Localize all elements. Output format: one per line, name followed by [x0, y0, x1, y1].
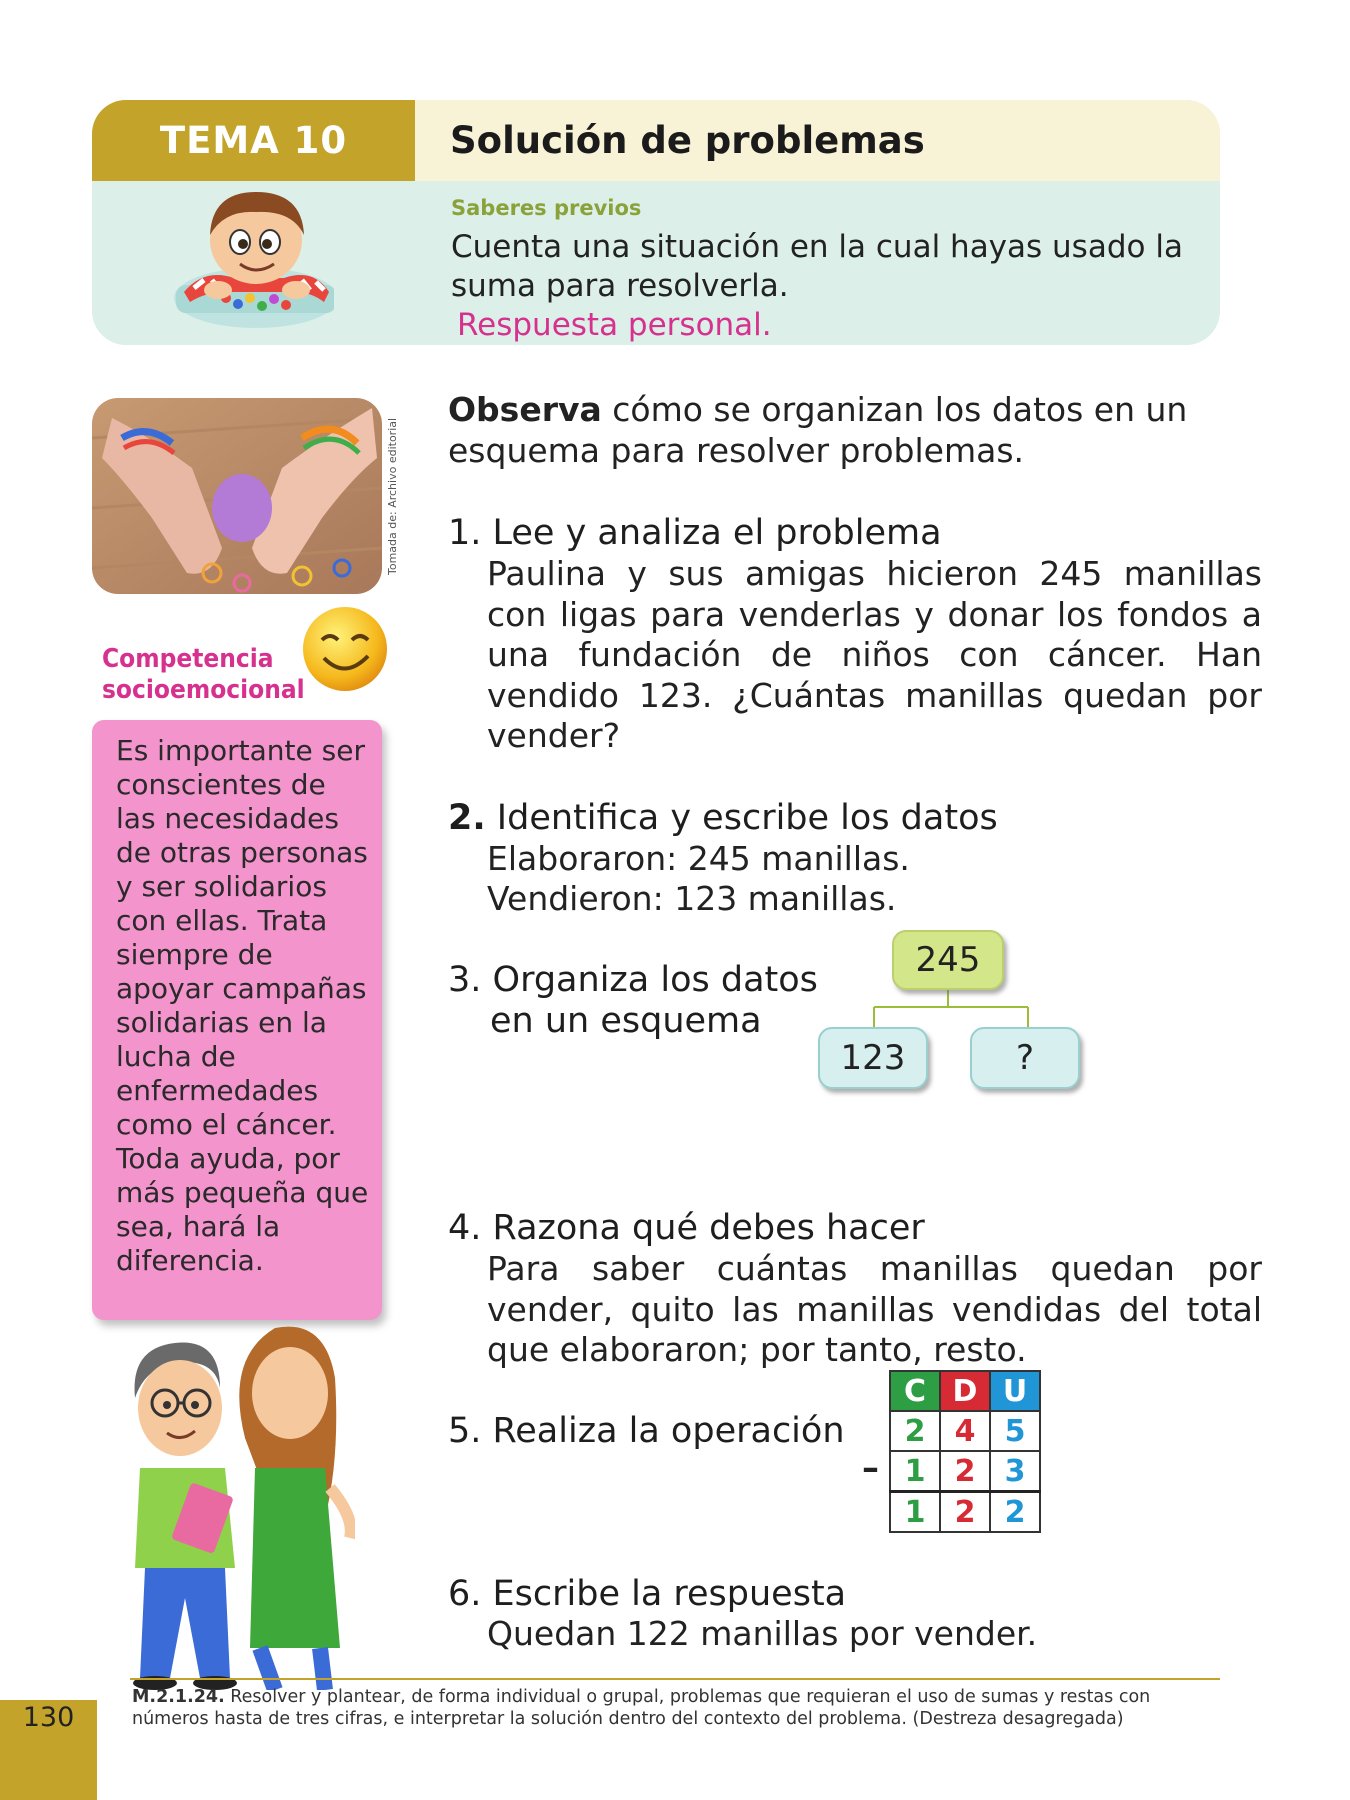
step3-title: 3. Organiza los datos en un esquema [448, 960, 818, 1041]
header-u: U [990, 1371, 1040, 1411]
step5-title: 5. Realiza la operación [448, 1411, 845, 1451]
digit-u: 2 [990, 1492, 1040, 1533]
step2-data-1: Elaboraron: 245 manillas. [487, 839, 910, 878]
header-d: D [940, 1371, 990, 1411]
header-c: C [890, 1371, 940, 1411]
step2-title: 2. Identifica y escribe los datos [448, 798, 998, 838]
digit-u: 5 [990, 1411, 1040, 1451]
answer-line: Respuesta personal. [457, 306, 872, 345]
scheme-unknown-box: ? [970, 1027, 1080, 1089]
digit-c: 2 [890, 1411, 940, 1451]
place-value-headers [890, 1371, 1040, 1411]
skill-code: M.2.1.24. [132, 1687, 225, 1707]
digit-c: 1 [890, 1492, 940, 1533]
digit-u: 3 [990, 1451, 1040, 1492]
minus-sign: – [862, 1448, 879, 1488]
bracelets-photo [92, 398, 382, 594]
step4-title: 4. Razona qué debes hacer [448, 1208, 925, 1248]
boy-illustration [164, 180, 334, 340]
saberes-previos-label: Saberes previos [451, 196, 642, 220]
warmup-question-text: Cuenta una situación en la cual hayas usado la suma para resolverla. [451, 229, 1183, 304]
step6-answer: Quedan 122 manillas por vender. [487, 1614, 1038, 1653]
intro-text: cómo se organizan los datos en un esquema para resolver problemas. [448, 390, 1188, 470]
footer-divider [130, 1678, 1220, 1680]
scheme-total-box: 245 [892, 930, 1004, 990]
competencia-title: Competencia socioemocional [102, 644, 305, 705]
intro-paragraph [448, 390, 1223, 471]
page-number: 130 [22, 1702, 75, 1733]
page-title: Solución de problemas [450, 119, 925, 162]
competencia-box [92, 720, 382, 1320]
photo-credit: Tomada de: Archivo editorial [386, 417, 399, 575]
subtraction-table [889, 1370, 1041, 1533]
result-row [890, 1492, 1040, 1533]
skill-description: Resolver y plantear, de forma individual o grupal, problemas que requieran el uso de sumas y restas con números hasta de tres cifras, e interpretar la solución dentro del contexto del problema. (Destreza desagregada) [132, 1687, 1151, 1729]
topic-header [92, 100, 1220, 345]
step1-text: Paulina y sus amigas hicieron 245 manillas con ligas para venderlas y donar los fondos a una fundación de niños con cáncer. Han vendido 123. ¿Cuántas manillas quedan por vender? [487, 554, 1262, 755]
subtrahend-row [890, 1451, 1040, 1492]
smiley-icon [300, 604, 390, 694]
tema-label: TEMA 10 [92, 100, 415, 181]
curriculum-footnote [132, 1686, 1222, 1730]
step2-data-2: Vendieron: 123 manillas. [487, 879, 897, 918]
digit-d: 2 [940, 1492, 990, 1533]
step4-text: Para saber cuántas manillas quedan por vender, quito las manillas vendidas del total que elaboraron; por tanto, resto. [487, 1249, 1262, 1369]
scheme-part-box: 123 [818, 1027, 928, 1089]
step1-title: 1. Lee y analiza el problema [448, 513, 942, 553]
competencia-text: Es importante ser conscientes de las necesidades de otras personas y ser solidarios con ellas. Trata siempre de apoyar campañas solidarias en la lucha de enfermedades como el cáncer. Toda ayuda, por más pequeña que sea, hará la diferencia. [116, 734, 369, 1277]
step6-title: 6. Escribe la respuesta [448, 1574, 847, 1614]
intro-bold: Observa [448, 390, 602, 429]
digit-d: 2 [940, 1451, 990, 1492]
digit-c: 1 [890, 1451, 940, 1492]
children-illustration [125, 1318, 355, 1690]
minuend-row [890, 1411, 1040, 1451]
digit-d: 4 [940, 1411, 990, 1451]
warmup-question [451, 228, 1191, 345]
